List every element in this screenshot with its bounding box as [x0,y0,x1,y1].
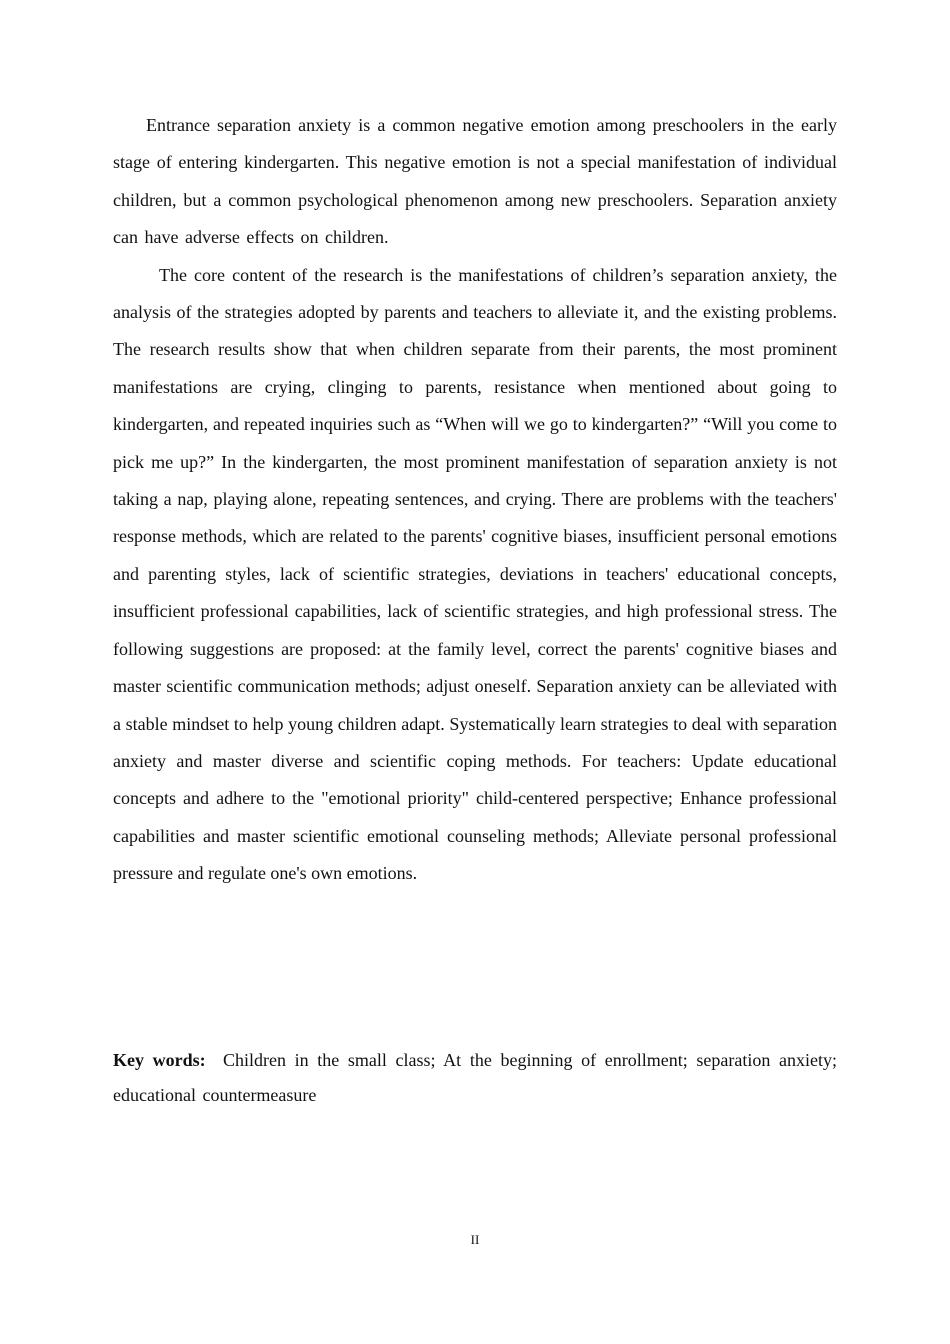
abstract-paragraph-2: The core content of the research is the manifestations of children’s separation anxiety, the analysis of the strategies adopted by parents and teachers to alleviate it, and the existing problems. The research results show that when children separate from their parents, the most prominent manifestations are crying, clinging to parents, resistance when mentioned about going to kindergarten, and repeated inquiries such as “When will we go to kindergarten?” “Will you come to pick me up?” In the kindergarten, the most prominent manifestation of separation anxiety is not taking a nap, playing alone, repeating sentences, and crying. There are problems with the teachers' response methods, which are related to the parents' cognitive biases, insufficient personal emotions and parenting styles, lack of scientific strategies, deviations in teachers' educational concepts, insufficient professional capabilities, lack of scientific strategies, and high professional stress. The following suggestions are proposed: at the family level, correct the parents' cognitive biases and master scientific communication methods; adjust oneself. Separation anxiety can be alleviated with a stable mindset to help young children adapt. Systematically learn strategies to deal with separation anxiety and master diverse and scientific coping methods. For teachers: Update educational concepts and adhere to the "emotional priority" child-centered perspective; Enhance professional capabilities and master scientific emotional counseling methods; Alleviate personal professional pressure and regulate one's own emotions. [113,264,837,884]
keywords-section [113,1043,837,1113]
page-number: II [470,1232,480,1247]
keywords-text: Children in the small class; At the beginning of enrollment; separation anxiety; educational countermeasure [113,1050,837,1105]
abstract-body [113,107,837,893]
keywords-label: Key words: [113,1050,206,1070]
abstract-paragraph-1: Entrance separation anxiety is a common negative emotion among preschoolers in the early stage of entering kindergarten. This negative emotion is not a special manifestation of individual children, but a common psychological phenomenon among new preschoolers. Separation anxiety can have adverse effects on children. [113,115,837,248]
